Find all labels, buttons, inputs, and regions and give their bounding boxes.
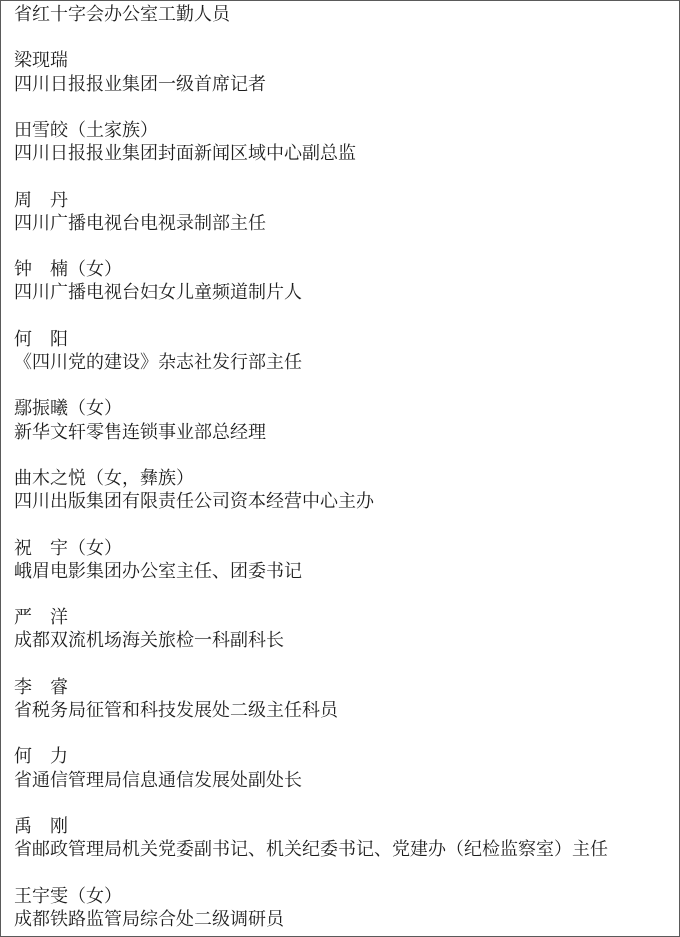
person-name: 禹 刚 [14, 815, 68, 836]
roster-entry [14, 328, 671, 374]
person-title: 省税务局征管和科技发展处二级主任科员 [14, 699, 338, 720]
person-name: 祝 宇（女） [14, 537, 122, 558]
person-title: 《四川党的建设》杂志社发行部主任 [14, 351, 302, 372]
person-name: 田雪皎（土家族） [14, 119, 158, 140]
roster-entry [14, 467, 671, 513]
roster-entry [14, 537, 671, 583]
person-name: 李 睿 [14, 676, 68, 697]
person-title: 峨眉电影集团办公室主任、团委书记 [14, 560, 302, 581]
person-title: 成都铁路监管局综合处二级调研员 [14, 908, 284, 929]
person-title: 四川出版集团有限责任公司资本经营中心主办 [14, 491, 374, 512]
roster-entry [14, 885, 671, 931]
person-title: 新华文轩零售连锁事业部总经理 [14, 421, 266, 442]
person-title: 成都双流机场海关旅检一科副科长 [14, 630, 284, 651]
roster-content [14, 3, 671, 931]
roster-entry [14, 189, 671, 235]
person-name: 钟 楠（女） [14, 259, 122, 280]
roster-entry [14, 258, 671, 304]
person-name: 何 力 [14, 746, 68, 767]
person-name: 周 丹 [14, 189, 68, 210]
person-name: 严 洋 [14, 607, 68, 628]
person-title: 省邮政管理局机关党委副书记、机关纪委书记、党建办（纪检监察室）主任 [14, 839, 608, 860]
person-name: 何 阳 [14, 328, 68, 349]
roster-entry [14, 397, 671, 443]
person-title: 四川广播电视台电视录制部主任 [14, 212, 266, 233]
roster-entry [14, 815, 671, 861]
leading-title-line: 省红十字会办公室工勤人员 [14, 4, 230, 24]
person-title: 四川日报报业集团封面新闻区域中心副总监 [14, 143, 356, 164]
roster-entry [14, 49, 671, 95]
person-name: 梁现瑞 [14, 50, 68, 71]
person-name: 鄢振曦（女） [14, 398, 122, 419]
person-title: 四川日报报业集团一级首席记者 [14, 73, 266, 94]
person-title: 省通信管理局信息通信发展处副处长 [14, 769, 302, 790]
person-title: 四川广播电视台妇女儿童频道制片人 [14, 282, 302, 303]
roster-entry [14, 606, 671, 652]
person-name: 曲木之悦（女，彝族） [14, 467, 194, 488]
roster-entry [14, 119, 671, 165]
person-name: 王宇雯（女） [14, 885, 122, 906]
roster-entry [14, 745, 671, 791]
roster-entry [14, 676, 671, 722]
